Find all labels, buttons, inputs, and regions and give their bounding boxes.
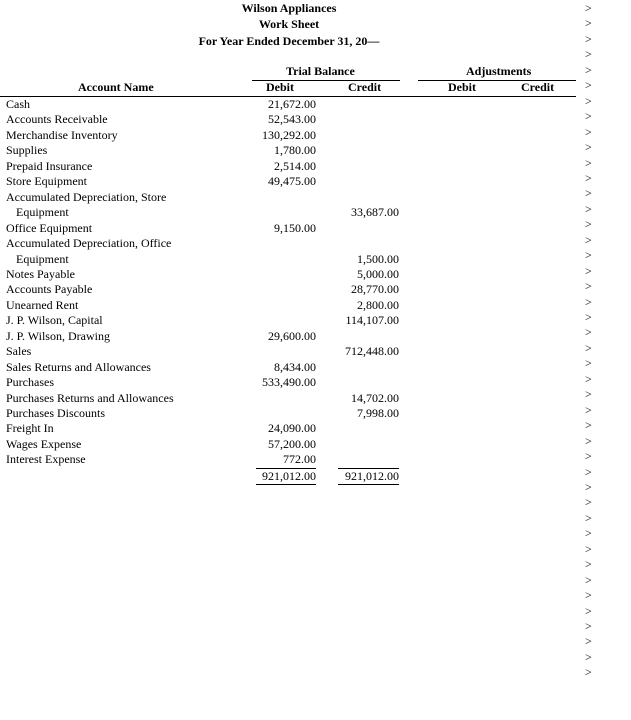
debit-amount: 2,514.00 (274, 158, 316, 173)
debit-amount: 52,543.00 (268, 112, 316, 127)
adj-credit-header: Credit (521, 80, 555, 94)
edge-marker: > (585, 495, 592, 510)
edge-marker: > (585, 464, 592, 479)
account-name: Accounts Payable (6, 282, 93, 297)
edge-marker: > (585, 47, 592, 62)
debit-amount: 21,672.00 (268, 97, 316, 111)
debit-amount: 1,780.00 (274, 143, 316, 158)
report-title: Work Sheet (258, 17, 320, 31)
debit-amount: 49,475.00 (268, 174, 316, 189)
account-name: Equipment (16, 205, 69, 220)
account-name: J. P. Wilson, Capital (6, 313, 103, 328)
debit-amount: 9,150.00 (274, 220, 316, 235)
edge-marker: > (585, 449, 592, 464)
edge-marker: > (585, 109, 592, 124)
account-name: Freight In (6, 421, 54, 436)
debit-amount: 533,490.00 (262, 375, 316, 390)
edge-marker: > (585, 572, 592, 587)
account-name: Notes Payable (6, 266, 75, 281)
edge-marker: > (585, 402, 592, 417)
account-name: Wages Expense (6, 436, 82, 451)
edge-marker: > (585, 588, 592, 603)
edge-marker: > (585, 310, 592, 324)
account-name: Sales Returns and Allowances (6, 359, 151, 374)
account-name: Supplies (6, 143, 48, 158)
account-name: Interest Expense (6, 452, 86, 467)
edge-marker: > (585, 248, 592, 263)
total-debit: 921,012.00 (262, 469, 316, 483)
trial-balance-heading: Trial Balance (286, 64, 355, 78)
account-name: Equipment (16, 251, 69, 266)
edge-marker: > (585, 279, 592, 294)
account-name: Prepaid Insurance (6, 158, 93, 173)
account-name: Cash (6, 97, 30, 111)
edge-marker: > (585, 649, 592, 664)
adjustments-heading: Adjustments (466, 64, 532, 78)
debit-amount: 29,600.00 (268, 328, 316, 343)
edge-marker: > (585, 1, 592, 15)
edge-marker: > (585, 263, 592, 278)
report-period: For Year Ended December 31, 20— (198, 34, 380, 48)
account-name-header: Account Name (78, 80, 154, 94)
debit-amount: 24,090.00 (268, 421, 316, 436)
edge-marker: > (585, 356, 592, 371)
credit-amount: 28,770.00 (351, 282, 399, 297)
edge-marker: > (585, 510, 592, 525)
edge-marker: > (585, 371, 592, 386)
credit-double-line (338, 484, 399, 485)
account-name: Purchases Discounts (6, 406, 105, 420)
edge-marker: > (585, 62, 592, 77)
edge-marker: > (585, 603, 592, 618)
debit-amount: 8,434.00 (274, 359, 316, 374)
edge-marker: > (585, 433, 592, 448)
edge-marker: > (585, 124, 592, 139)
edge-marker: > (585, 186, 592, 201)
account-name: Purchases (6, 375, 54, 390)
edge-marker: > (585, 93, 592, 108)
edge-marker: > (585, 31, 592, 46)
credit-amount: 7,998.00 (357, 406, 399, 420)
edge-marker: > (585, 665, 592, 680)
credit-amount: 5,000.00 (357, 266, 399, 281)
credit-amount: 114,107.00 (345, 313, 399, 328)
company-name: Wilson Appliances (241, 1, 337, 15)
edge-marker: > (585, 294, 592, 309)
debit-double-line (256, 484, 316, 485)
edge-marker: > (585, 387, 592, 402)
edge-marker: > (585, 16, 592, 31)
account-name: Store Equipment (6, 174, 87, 189)
account-name: J. P. Wilson, Drawing (6, 328, 110, 343)
credit-amount: 1,500.00 (357, 251, 399, 266)
edge-marker: > (585, 340, 592, 355)
edge-marker: > (585, 155, 592, 170)
account-name: Sales (6, 344, 32, 359)
edge-marker: > (585, 325, 592, 340)
edge-marker: > (585, 217, 592, 232)
tb-debit-header: Debit (266, 80, 294, 94)
edge-marker: > (585, 619, 592, 633)
edge-marker: > (585, 140, 592, 155)
edge-marker: > (585, 634, 592, 649)
edge-marker: > (585, 232, 592, 247)
credit-amount: 2,800.00 (357, 297, 399, 312)
edge-marker: > (585, 78, 592, 93)
account-name: Accounts Receivable (6, 112, 108, 127)
credit-amount: 14,702.00 (351, 390, 399, 405)
edge-marker: > (585, 201, 592, 216)
edge-marker: > (585, 526, 592, 541)
debit-amount: 130,292.00 (262, 127, 316, 142)
debit-amount: 57,200.00 (268, 436, 316, 451)
account-name: Accumulated Depreciation, Office (6, 236, 172, 251)
edge-marker: > (585, 557, 592, 572)
adj-debit-header: Debit (448, 80, 476, 94)
credit-amount: 712,448.00 (345, 344, 399, 359)
edge-marker: > (585, 479, 592, 494)
account-name: Merchandise Inventory (6, 127, 118, 142)
total-credit: 921,012.00 (345, 469, 399, 483)
edge-marker: > (585, 418, 592, 433)
account-name: Purchases Returns and Allowances (6, 390, 174, 405)
account-name: Accumulated Depreciation, Store (6, 189, 167, 204)
debit-amount: 772.00 (283, 452, 316, 467)
edge-marker: > (585, 170, 592, 185)
tb-credit-header: Credit (348, 80, 382, 94)
credit-amount: 33,687.00 (351, 205, 399, 220)
account-name: Unearned Rent (6, 297, 79, 312)
account-name: Office Equipment (6, 220, 93, 235)
edge-marker: > (585, 541, 592, 556)
